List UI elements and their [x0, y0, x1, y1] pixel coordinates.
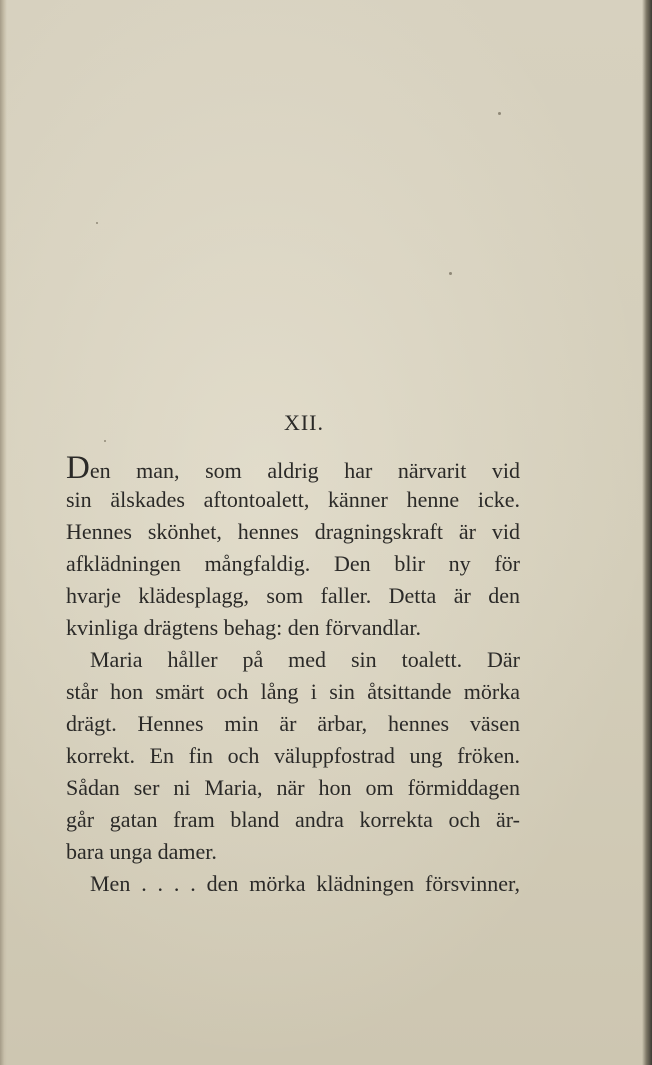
- text-line: står hon smärt och lång i sin åtsittande mörka: [66, 679, 520, 704]
- text-line: Maria håller på med sin toalett. Där: [90, 647, 520, 672]
- paper-speck: [498, 112, 501, 115]
- page-right-edge: [642, 0, 652, 1065]
- text-line: går gatan fram bland andra korrekta och är-: [66, 807, 520, 832]
- text-line: bara unga damer.: [66, 839, 217, 864]
- text-line: hvarje klädesplagg, som faller. Detta är den: [66, 583, 520, 608]
- text-line: Hennes skönhet, hennes dragningskraft är vid: [66, 519, 520, 544]
- text-line: drägt. Hennes min är ärbar, hennes väsen: [66, 711, 520, 736]
- page-left-edge: [0, 0, 7, 1065]
- text-line: Men . . . . den mörka klädningen försvinner,: [90, 871, 520, 896]
- text-line-content: en man, som aldrig har närvarit vid: [89, 458, 520, 483]
- text-line: kvinliga drägtens behag: den förvandlar.: [66, 615, 421, 640]
- paper-speck: [96, 222, 98, 224]
- text-line: afklädningen mångfaldig. Den blir ny för: [66, 551, 520, 576]
- drop-cap: D: [66, 450, 90, 486]
- text-line: Sådan ser ni Maria, när hon om förmiddagen: [66, 775, 520, 800]
- text-line: sin älskades aftontoalett, känner henne icke.: [66, 487, 520, 512]
- text-line: [66, 452, 520, 484]
- paper-speck: [104, 440, 106, 442]
- text-line: korrekt. En fin och väluppfostrad ung fröken.: [66, 743, 520, 768]
- chapter-heading: XII.: [283, 410, 325, 435]
- body-text: [66, 452, 520, 900]
- paper-speck: [449, 272, 452, 275]
